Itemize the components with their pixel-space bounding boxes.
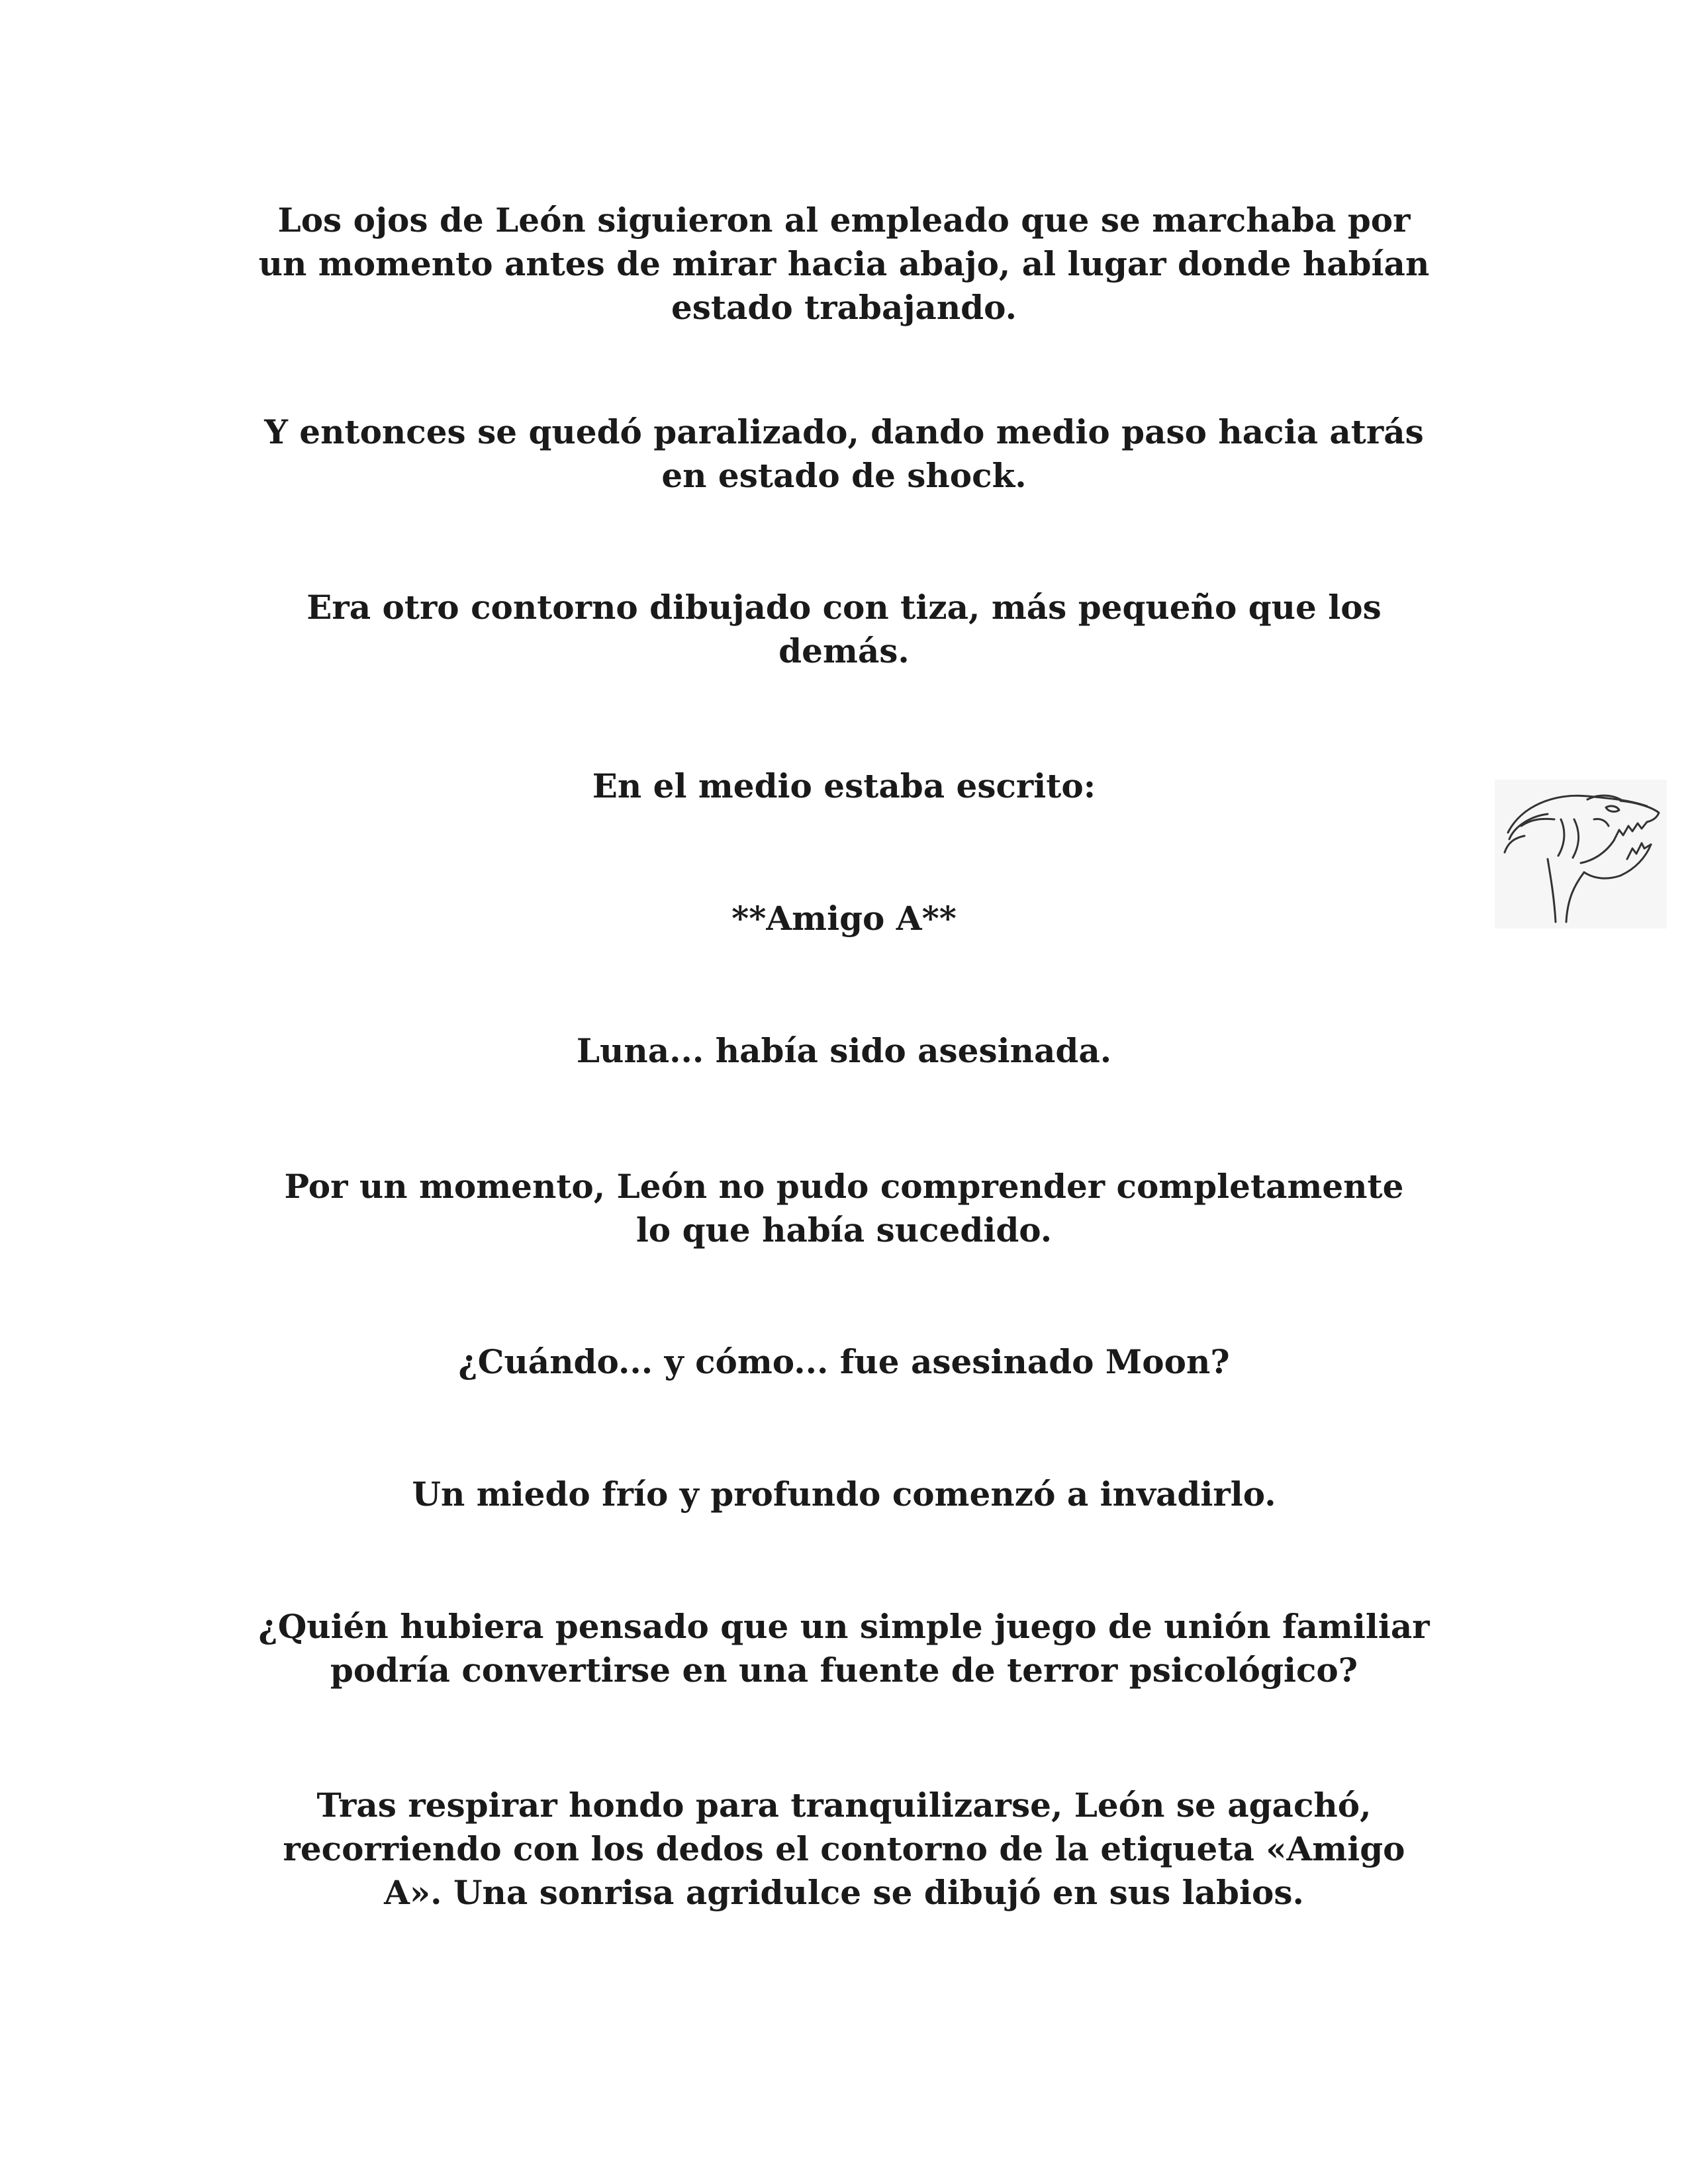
- dinosaur-head-sketch-icon: [1495, 780, 1667, 929]
- paragraph-2: Y entonces se quedó paralizado, dando medio paso hacia atrás en estado de shock.: [264, 412, 1424, 495]
- paragraph-4: En el medio estaba escrito:: [592, 766, 1096, 805]
- paragraph-5: **Amigo A**: [731, 899, 957, 938]
- paragraph-1: Los ojos de León siguieron al empleado que se marchaba por un momento antes de mirar hacia abajo, al lugar donde habían estado trabajando.: [258, 201, 1430, 327]
- paragraph-9: Un miedo frío y profundo comenzó a invadirlo.: [412, 1475, 1276, 1514]
- paragraph-10: ¿Quién hubiera pensado que un simple juego de unión familiar podría convertirse en una fuente de terror psicológico?: [258, 1607, 1430, 1690]
- paragraph-11: Tras respirar hondo para tranquilizarse, León se agachó, recorriendo con los dedos el contorno de la etiqueta «Amigo A». Una sonrisa agridulce se dibujó en sus labios.: [283, 1786, 1405, 1912]
- paragraph-6: Luna... había sido asesinada.: [576, 1031, 1112, 1070]
- paragraph-3: Era otro contorno dibujado con tiza, más pequeño que los demás.: [306, 588, 1382, 670]
- paragraph-8: ¿Cuándo... y cómo... fue asesinado Moon?: [458, 1342, 1230, 1381]
- paragraph-7: Por un momento, León no pudo comprender completamente lo que había sucedido.: [284, 1167, 1404, 1250]
